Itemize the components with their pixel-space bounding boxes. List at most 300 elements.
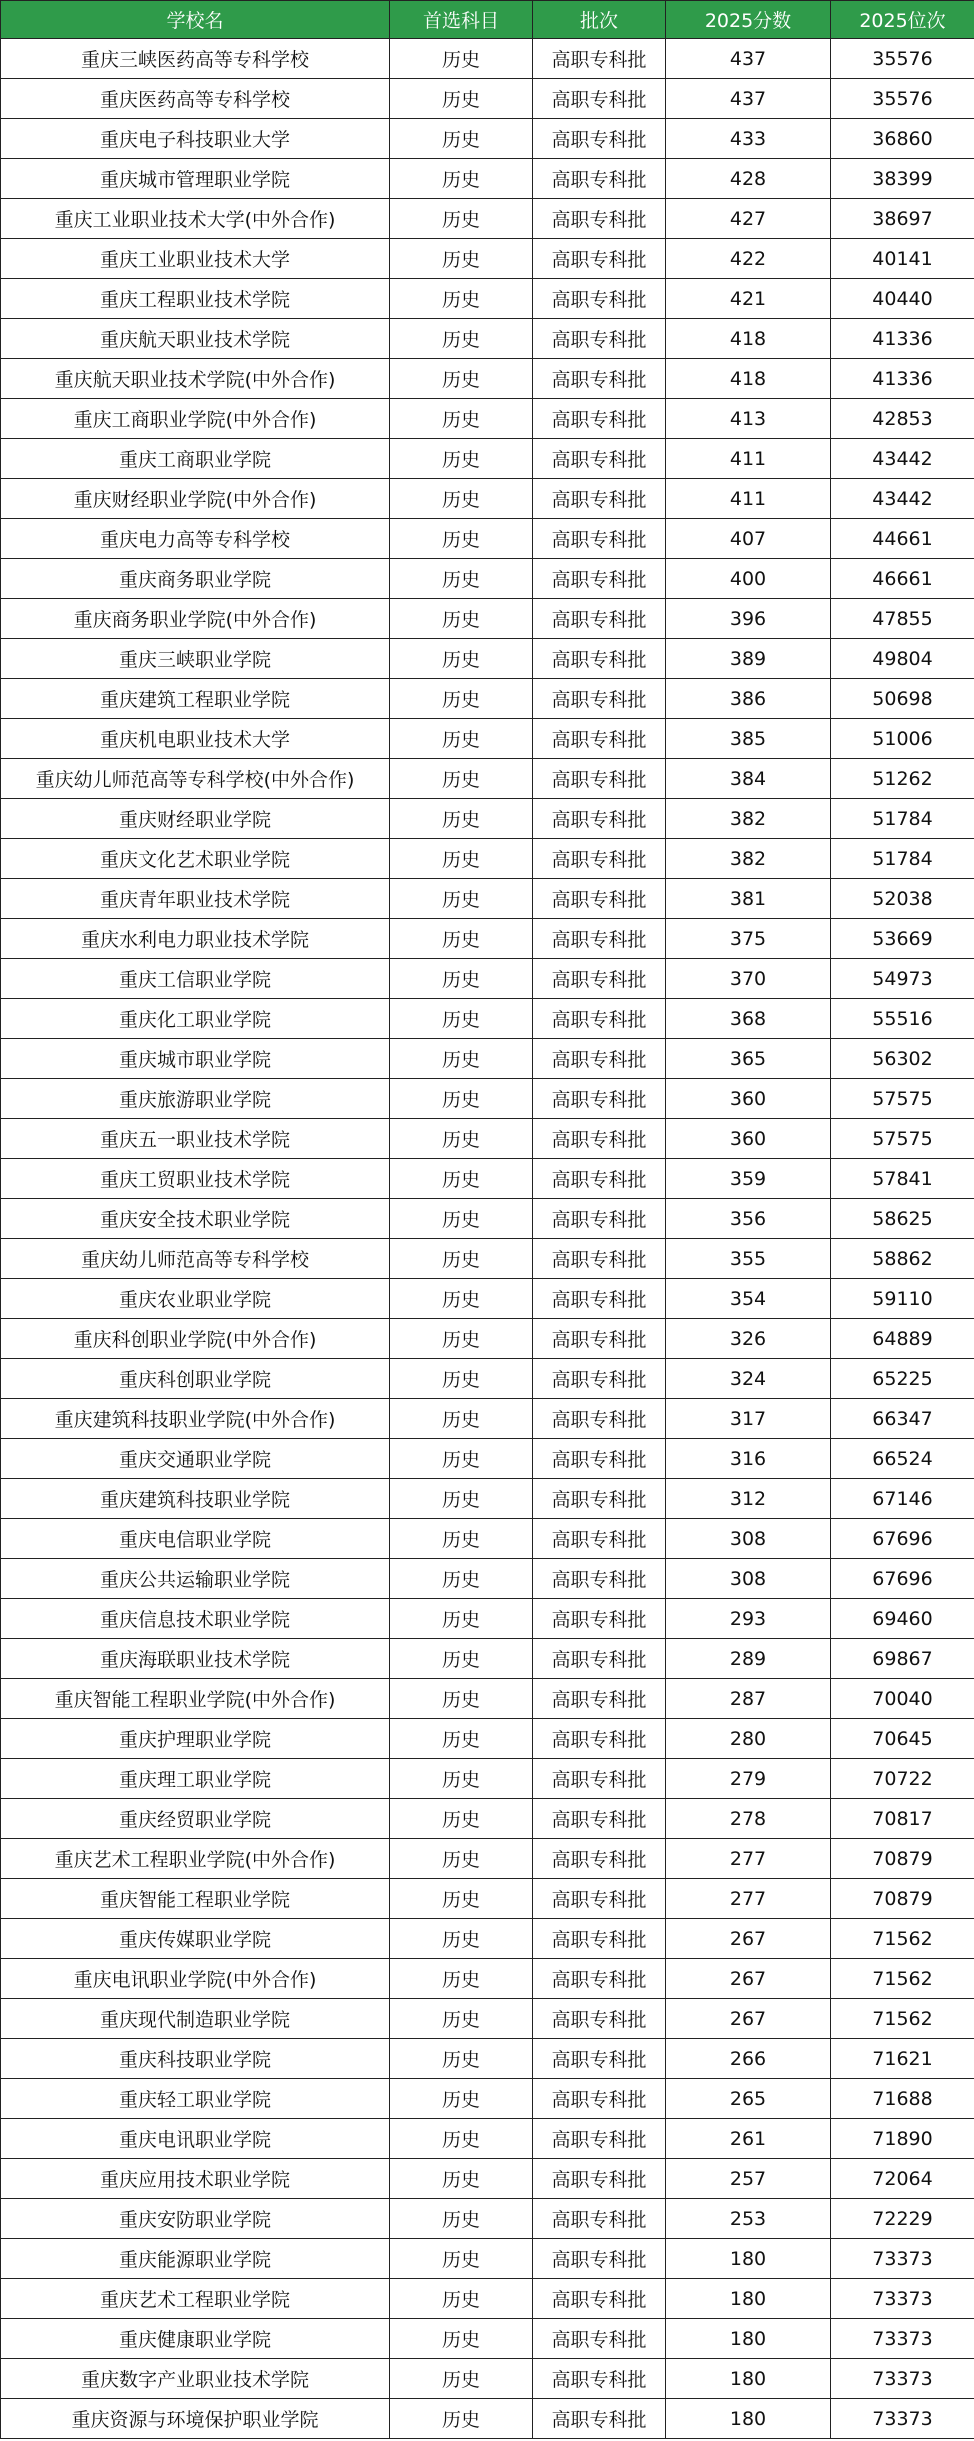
score-cell: 253 bbox=[666, 2199, 831, 2239]
rank-cell: 40141 bbox=[831, 239, 974, 279]
rank-cell: 58862 bbox=[831, 1239, 974, 1279]
rank-cell: 44661 bbox=[831, 519, 974, 559]
rank-cell: 73373 bbox=[831, 2239, 974, 2279]
rank-cell: 35576 bbox=[831, 39, 974, 79]
table-row bbox=[1, 879, 974, 919]
table-row bbox=[1, 1159, 974, 1199]
batch-cell: 高职专科批 bbox=[533, 479, 666, 519]
score-cell: 356 bbox=[666, 1199, 831, 1239]
school-name-cell: 重庆艺术工程职业学院(中外合作) bbox=[1, 1839, 390, 1879]
score-cell: 381 bbox=[666, 879, 831, 919]
rank-cell: 51262 bbox=[831, 759, 974, 799]
header-subject: 首选科目 bbox=[390, 1, 533, 39]
rank-cell: 59110 bbox=[831, 1279, 974, 1319]
score-cell: 261 bbox=[666, 2119, 831, 2159]
rank-cell: 70040 bbox=[831, 1679, 974, 1719]
table-row bbox=[1, 319, 974, 359]
table-row bbox=[1, 599, 974, 639]
subject-cell: 历史 bbox=[390, 2119, 533, 2159]
score-cell: 280 bbox=[666, 1719, 831, 1759]
subject-cell: 历史 bbox=[390, 399, 533, 439]
batch-cell: 高职专科批 bbox=[533, 599, 666, 639]
table-row bbox=[1, 1439, 974, 1479]
rank-cell: 51784 bbox=[831, 799, 974, 839]
subject-cell: 历史 bbox=[390, 2279, 533, 2319]
school-name-cell: 重庆化工职业学院 bbox=[1, 999, 390, 1039]
school-name-cell: 重庆航天职业技术学院(中外合作) bbox=[1, 359, 390, 399]
score-cell: 277 bbox=[666, 1839, 831, 1879]
rank-cell: 70879 bbox=[831, 1879, 974, 1919]
subject-cell: 历史 bbox=[390, 1039, 533, 1079]
rank-cell: 41336 bbox=[831, 359, 974, 399]
batch-cell: 高职专科批 bbox=[533, 1119, 666, 1159]
batch-cell: 高职专科批 bbox=[533, 2399, 666, 2439]
school-name-cell: 重庆航天职业技术学院 bbox=[1, 319, 390, 359]
subject-cell: 历史 bbox=[390, 79, 533, 119]
table-row bbox=[1, 679, 974, 719]
subject-cell: 历史 bbox=[390, 839, 533, 879]
subject-cell: 历史 bbox=[390, 1759, 533, 1799]
rank-cell: 57841 bbox=[831, 1159, 974, 1199]
table-row bbox=[1, 279, 974, 319]
subject-cell: 历史 bbox=[390, 199, 533, 239]
batch-cell: 高职专科批 bbox=[533, 1359, 666, 1399]
score-cell: 278 bbox=[666, 1799, 831, 1839]
school-name-cell: 重庆健康职业学院 bbox=[1, 2319, 390, 2359]
school-name-cell: 重庆数字产业职业技术学院 bbox=[1, 2359, 390, 2399]
batch-cell: 高职专科批 bbox=[533, 2159, 666, 2199]
score-cell: 427 bbox=[666, 199, 831, 239]
batch-cell: 高职专科批 bbox=[533, 1159, 666, 1199]
header-row bbox=[1, 1, 974, 39]
rank-cell: 46661 bbox=[831, 559, 974, 599]
subject-cell: 历史 bbox=[390, 1559, 533, 1599]
school-name-cell: 重庆智能工程职业学院(中外合作) bbox=[1, 1679, 390, 1719]
table-row bbox=[1, 439, 974, 479]
school-name-cell: 重庆机电职业技术大学 bbox=[1, 719, 390, 759]
score-cell: 324 bbox=[666, 1359, 831, 1399]
score-cell: 411 bbox=[666, 439, 831, 479]
school-name-cell: 重庆公共运输职业学院 bbox=[1, 1559, 390, 1599]
subject-cell: 历史 bbox=[390, 119, 533, 159]
batch-cell: 高职专科批 bbox=[533, 1919, 666, 1959]
score-cell: 385 bbox=[666, 719, 831, 759]
score-cell: 389 bbox=[666, 639, 831, 679]
rank-cell: 69867 bbox=[831, 1639, 974, 1679]
header-rank: 2025位次 bbox=[831, 1, 974, 39]
score-cell: 267 bbox=[666, 1959, 831, 1999]
rank-cell: 53669 bbox=[831, 919, 974, 959]
batch-cell: 高职专科批 bbox=[533, 1199, 666, 1239]
batch-cell: 高职专科批 bbox=[533, 2359, 666, 2399]
rank-cell: 70645 bbox=[831, 1719, 974, 1759]
school-name-cell: 重庆城市管理职业学院 bbox=[1, 159, 390, 199]
table-row bbox=[1, 2359, 974, 2399]
subject-cell: 历史 bbox=[390, 1119, 533, 1159]
table-row bbox=[1, 2079, 974, 2119]
subject-cell: 历史 bbox=[390, 1639, 533, 1679]
school-name-cell: 重庆电讯职业学院(中外合作) bbox=[1, 1959, 390, 1999]
subject-cell: 历史 bbox=[390, 2239, 533, 2279]
batch-cell: 高职专科批 bbox=[533, 1639, 666, 1679]
school-name-cell: 重庆工信职业学院 bbox=[1, 959, 390, 999]
school-name-cell: 重庆信息技术职业学院 bbox=[1, 1599, 390, 1639]
rank-cell: 71621 bbox=[831, 2039, 974, 2079]
subject-cell: 历史 bbox=[390, 1199, 533, 1239]
rank-cell: 73373 bbox=[831, 2319, 974, 2359]
table-row bbox=[1, 2119, 974, 2159]
school-name-cell: 重庆水利电力职业技术学院 bbox=[1, 919, 390, 959]
header-batch: 批次 bbox=[533, 1, 666, 39]
batch-cell: 高职专科批 bbox=[533, 1679, 666, 1719]
subject-cell: 历史 bbox=[390, 1879, 533, 1919]
rank-cell: 71562 bbox=[831, 1999, 974, 2039]
subject-cell: 历史 bbox=[390, 2039, 533, 2079]
school-name-cell: 重庆科创职业学院(中外合作) bbox=[1, 1319, 390, 1359]
batch-cell: 高职专科批 bbox=[533, 319, 666, 359]
score-cell: 382 bbox=[666, 799, 831, 839]
table-row bbox=[1, 1239, 974, 1279]
rank-cell: 38697 bbox=[831, 199, 974, 239]
subject-cell: 历史 bbox=[390, 679, 533, 719]
table-row bbox=[1, 639, 974, 679]
rank-cell: 36860 bbox=[831, 119, 974, 159]
batch-cell: 高职专科批 bbox=[533, 1039, 666, 1079]
score-cell: 293 bbox=[666, 1599, 831, 1639]
school-name-cell: 重庆医药高等专科学校 bbox=[1, 79, 390, 119]
score-cell: 355 bbox=[666, 1239, 831, 1279]
school-name-cell: 重庆电信职业学院 bbox=[1, 1519, 390, 1559]
subject-cell: 历史 bbox=[390, 2199, 533, 2239]
table-row bbox=[1, 1279, 974, 1319]
table-row bbox=[1, 79, 974, 119]
score-cell: 180 bbox=[666, 2279, 831, 2319]
score-cell: 411 bbox=[666, 479, 831, 519]
rank-cell: 47855 bbox=[831, 599, 974, 639]
school-name-cell: 重庆建筑科技职业学院 bbox=[1, 1479, 390, 1519]
batch-cell: 高职专科批 bbox=[533, 1719, 666, 1759]
score-cell: 267 bbox=[666, 1999, 831, 2039]
subject-cell: 历史 bbox=[390, 1079, 533, 1119]
school-name-cell: 重庆商务职业学院(中外合作) bbox=[1, 599, 390, 639]
score-cell: 418 bbox=[666, 319, 831, 359]
subject-cell: 历史 bbox=[390, 1359, 533, 1399]
subject-cell: 历史 bbox=[390, 239, 533, 279]
table-row bbox=[1, 2279, 974, 2319]
batch-cell: 高职专科批 bbox=[533, 2079, 666, 2119]
school-name-cell: 重庆工业职业技术大学 bbox=[1, 239, 390, 279]
subject-cell: 历史 bbox=[390, 919, 533, 959]
table-row bbox=[1, 519, 974, 559]
rank-cell: 43442 bbox=[831, 479, 974, 519]
rank-cell: 70722 bbox=[831, 1759, 974, 1799]
rank-cell: 49804 bbox=[831, 639, 974, 679]
rank-cell: 57575 bbox=[831, 1119, 974, 1159]
table-row bbox=[1, 999, 974, 1039]
batch-cell: 高职专科批 bbox=[533, 1479, 666, 1519]
table-row bbox=[1, 1559, 974, 1599]
score-cell: 277 bbox=[666, 1879, 831, 1919]
score-cell: 428 bbox=[666, 159, 831, 199]
table-row bbox=[1, 119, 974, 159]
school-name-cell: 重庆智能工程职业学院 bbox=[1, 1879, 390, 1919]
rank-cell: 41336 bbox=[831, 319, 974, 359]
score-cell: 365 bbox=[666, 1039, 831, 1079]
table-row bbox=[1, 759, 974, 799]
batch-cell: 高职专科批 bbox=[533, 2199, 666, 2239]
batch-cell: 高职专科批 bbox=[533, 119, 666, 159]
subject-cell: 历史 bbox=[390, 1679, 533, 1719]
subject-cell: 历史 bbox=[390, 2079, 533, 2119]
table-header bbox=[1, 1, 974, 39]
score-cell: 407 bbox=[666, 519, 831, 559]
table-row bbox=[1, 1399, 974, 1439]
rank-cell: 54973 bbox=[831, 959, 974, 999]
subject-cell: 历史 bbox=[390, 1159, 533, 1199]
school-name-cell: 重庆建筑工程职业学院 bbox=[1, 679, 390, 719]
batch-cell: 高职专科批 bbox=[533, 2039, 666, 2079]
school-name-cell: 重庆科创职业学院 bbox=[1, 1359, 390, 1399]
rank-cell: 67696 bbox=[831, 1559, 974, 1599]
table-row bbox=[1, 1919, 974, 1959]
table-row bbox=[1, 2319, 974, 2359]
score-cell: 375 bbox=[666, 919, 831, 959]
table-row bbox=[1, 1639, 974, 1679]
rank-cell: 71688 bbox=[831, 2079, 974, 2119]
subject-cell: 历史 bbox=[390, 519, 533, 559]
rank-cell: 73373 bbox=[831, 2399, 974, 2439]
score-cell: 433 bbox=[666, 119, 831, 159]
table-row bbox=[1, 1079, 974, 1119]
table-row bbox=[1, 1959, 974, 1999]
score-cell: 418 bbox=[666, 359, 831, 399]
score-cell: 267 bbox=[666, 1919, 831, 1959]
school-name-cell: 重庆工商职业学院 bbox=[1, 439, 390, 479]
table-row bbox=[1, 239, 974, 279]
table-row bbox=[1, 2159, 974, 2199]
batch-cell: 高职专科批 bbox=[533, 679, 666, 719]
score-cell: 180 bbox=[666, 2359, 831, 2399]
subject-cell: 历史 bbox=[390, 39, 533, 79]
rank-cell: 70817 bbox=[831, 1799, 974, 1839]
table-row bbox=[1, 1519, 974, 1559]
batch-cell: 高职专科批 bbox=[533, 999, 666, 1039]
school-name-cell: 重庆海联职业技术学院 bbox=[1, 1639, 390, 1679]
batch-cell: 高职专科批 bbox=[533, 759, 666, 799]
rank-cell: 38399 bbox=[831, 159, 974, 199]
score-cell: 308 bbox=[666, 1519, 831, 1559]
subject-cell: 历史 bbox=[390, 1399, 533, 1439]
batch-cell: 高职专科批 bbox=[533, 839, 666, 879]
table-row bbox=[1, 959, 974, 999]
subject-cell: 历史 bbox=[390, 2359, 533, 2399]
table-row bbox=[1, 159, 974, 199]
subject-cell: 历史 bbox=[390, 1279, 533, 1319]
score-cell: 413 bbox=[666, 399, 831, 439]
table-row bbox=[1, 1199, 974, 1239]
school-name-cell: 重庆安全技术职业学院 bbox=[1, 1199, 390, 1239]
rank-cell: 71562 bbox=[831, 1959, 974, 1999]
score-cell: 400 bbox=[666, 559, 831, 599]
school-name-cell: 重庆交通职业学院 bbox=[1, 1439, 390, 1479]
table-row bbox=[1, 39, 974, 79]
score-cell: 180 bbox=[666, 2399, 831, 2439]
subject-cell: 历史 bbox=[390, 2319, 533, 2359]
school-name-cell: 重庆城市职业学院 bbox=[1, 1039, 390, 1079]
batch-cell: 高职专科批 bbox=[533, 879, 666, 919]
rank-cell: 66524 bbox=[831, 1439, 974, 1479]
school-name-cell: 重庆旅游职业学院 bbox=[1, 1079, 390, 1119]
table-row bbox=[1, 1679, 974, 1719]
subject-cell: 历史 bbox=[390, 279, 533, 319]
rank-cell: 69460 bbox=[831, 1599, 974, 1639]
batch-cell: 高职专科批 bbox=[533, 1839, 666, 1879]
batch-cell: 高职专科批 bbox=[533, 359, 666, 399]
rank-cell: 42853 bbox=[831, 399, 974, 439]
subject-cell: 历史 bbox=[390, 1799, 533, 1839]
subject-cell: 历史 bbox=[390, 1919, 533, 1959]
rank-cell: 51784 bbox=[831, 839, 974, 879]
school-name-cell: 重庆护理职业学院 bbox=[1, 1719, 390, 1759]
table-row bbox=[1, 1759, 974, 1799]
table-row bbox=[1, 1719, 974, 1759]
table-row bbox=[1, 2399, 974, 2439]
school-name-cell: 重庆建筑科技职业学院(中外合作) bbox=[1, 1399, 390, 1439]
table-row bbox=[1, 919, 974, 959]
subject-cell: 历史 bbox=[390, 759, 533, 799]
batch-cell: 高职专科批 bbox=[533, 1559, 666, 1599]
table-row bbox=[1, 399, 974, 439]
subject-cell: 历史 bbox=[390, 559, 533, 599]
batch-cell: 高职专科批 bbox=[533, 639, 666, 679]
school-name-cell: 重庆电讯职业学院 bbox=[1, 2119, 390, 2159]
batch-cell: 高职专科批 bbox=[533, 159, 666, 199]
batch-cell: 高职专科批 bbox=[533, 1239, 666, 1279]
subject-cell: 历史 bbox=[390, 999, 533, 1039]
subject-cell: 历史 bbox=[390, 1479, 533, 1519]
rank-cell: 66347 bbox=[831, 1399, 974, 1439]
school-name-cell: 重庆轻工职业学院 bbox=[1, 2079, 390, 2119]
rank-cell: 72064 bbox=[831, 2159, 974, 2199]
rank-cell: 35576 bbox=[831, 79, 974, 119]
rank-cell: 55516 bbox=[831, 999, 974, 1039]
school-name-cell: 重庆电力高等专科学校 bbox=[1, 519, 390, 559]
rank-cell: 71562 bbox=[831, 1919, 974, 1959]
school-name-cell: 重庆能源职业学院 bbox=[1, 2239, 390, 2279]
score-cell: 437 bbox=[666, 79, 831, 119]
subject-cell: 历史 bbox=[390, 479, 533, 519]
batch-cell: 高职专科批 bbox=[533, 919, 666, 959]
rank-cell: 40440 bbox=[831, 279, 974, 319]
school-name-cell: 重庆艺术工程职业学院 bbox=[1, 2279, 390, 2319]
table-row bbox=[1, 359, 974, 399]
school-name-cell: 重庆文化艺术职业学院 bbox=[1, 839, 390, 879]
batch-cell: 高职专科批 bbox=[533, 719, 666, 759]
score-cell: 354 bbox=[666, 1279, 831, 1319]
table-row bbox=[1, 479, 974, 519]
rank-cell: 70879 bbox=[831, 1839, 974, 1879]
header-school-name: 学校名 bbox=[1, 1, 390, 39]
school-name-cell: 重庆工程职业技术学院 bbox=[1, 279, 390, 319]
batch-cell: 高职专科批 bbox=[533, 1439, 666, 1479]
score-cell: 370 bbox=[666, 959, 831, 999]
school-name-cell: 重庆经贸职业学院 bbox=[1, 1799, 390, 1839]
table-row bbox=[1, 1999, 974, 2039]
score-cell: 382 bbox=[666, 839, 831, 879]
school-name-cell: 重庆理工职业学院 bbox=[1, 1759, 390, 1799]
table-row bbox=[1, 2039, 974, 2079]
batch-cell: 高职专科批 bbox=[533, 2239, 666, 2279]
subject-cell: 历史 bbox=[390, 1239, 533, 1279]
school-name-cell: 重庆工商职业学院(中外合作) bbox=[1, 399, 390, 439]
rank-cell: 51006 bbox=[831, 719, 974, 759]
table-row bbox=[1, 1599, 974, 1639]
subject-cell: 历史 bbox=[390, 879, 533, 919]
school-name-cell: 重庆应用技术职业学院 bbox=[1, 2159, 390, 2199]
subject-cell: 历史 bbox=[390, 1439, 533, 1479]
table-row bbox=[1, 1359, 974, 1399]
subject-cell: 历史 bbox=[390, 1999, 533, 2039]
table-row bbox=[1, 799, 974, 839]
table-row bbox=[1, 719, 974, 759]
score-cell: 421 bbox=[666, 279, 831, 319]
table-row bbox=[1, 2199, 974, 2239]
school-name-cell: 重庆商务职业学院 bbox=[1, 559, 390, 599]
subject-cell: 历史 bbox=[390, 1959, 533, 1999]
batch-cell: 高职专科批 bbox=[533, 1599, 666, 1639]
score-cell: 317 bbox=[666, 1399, 831, 1439]
batch-cell: 高职专科批 bbox=[533, 2119, 666, 2159]
table-row bbox=[1, 1839, 974, 1879]
school-name-cell: 重庆农业职业学院 bbox=[1, 1279, 390, 1319]
subject-cell: 历史 bbox=[390, 639, 533, 679]
subject-cell: 历史 bbox=[390, 2159, 533, 2199]
subject-cell: 历史 bbox=[390, 319, 533, 359]
score-cell: 384 bbox=[666, 759, 831, 799]
subject-cell: 历史 bbox=[390, 959, 533, 999]
batch-cell: 高职专科批 bbox=[533, 239, 666, 279]
subject-cell: 历史 bbox=[390, 439, 533, 479]
school-name-cell: 重庆五一职业技术学院 bbox=[1, 1119, 390, 1159]
batch-cell: 高职专科批 bbox=[533, 1959, 666, 1999]
rank-cell: 73373 bbox=[831, 2279, 974, 2319]
score-cell: 396 bbox=[666, 599, 831, 639]
rank-cell: 57575 bbox=[831, 1079, 974, 1119]
score-cell: 265 bbox=[666, 2079, 831, 2119]
school-name-cell: 重庆科技职业学院 bbox=[1, 2039, 390, 2079]
school-name-cell: 重庆三峡职业学院 bbox=[1, 639, 390, 679]
score-cell: 326 bbox=[666, 1319, 831, 1359]
table-row bbox=[1, 1799, 974, 1839]
subject-cell: 历史 bbox=[390, 1719, 533, 1759]
score-cell: 266 bbox=[666, 2039, 831, 2079]
school-name-cell: 重庆幼儿师范高等专科学校 bbox=[1, 1239, 390, 1279]
table-row bbox=[1, 1319, 974, 1359]
rank-cell: 56302 bbox=[831, 1039, 974, 1079]
subject-cell: 历史 bbox=[390, 719, 533, 759]
table-row bbox=[1, 839, 974, 879]
table-row bbox=[1, 1039, 974, 1079]
table-row bbox=[1, 199, 974, 239]
batch-cell: 高职专科批 bbox=[533, 559, 666, 599]
school-name-cell: 重庆安防职业学院 bbox=[1, 2199, 390, 2239]
score-cell: 422 bbox=[666, 239, 831, 279]
batch-cell: 高职专科批 bbox=[533, 2319, 666, 2359]
rank-cell: 50698 bbox=[831, 679, 974, 719]
score-cell: 312 bbox=[666, 1479, 831, 1519]
batch-cell: 高职专科批 bbox=[533, 1519, 666, 1559]
rank-cell: 67696 bbox=[831, 1519, 974, 1559]
